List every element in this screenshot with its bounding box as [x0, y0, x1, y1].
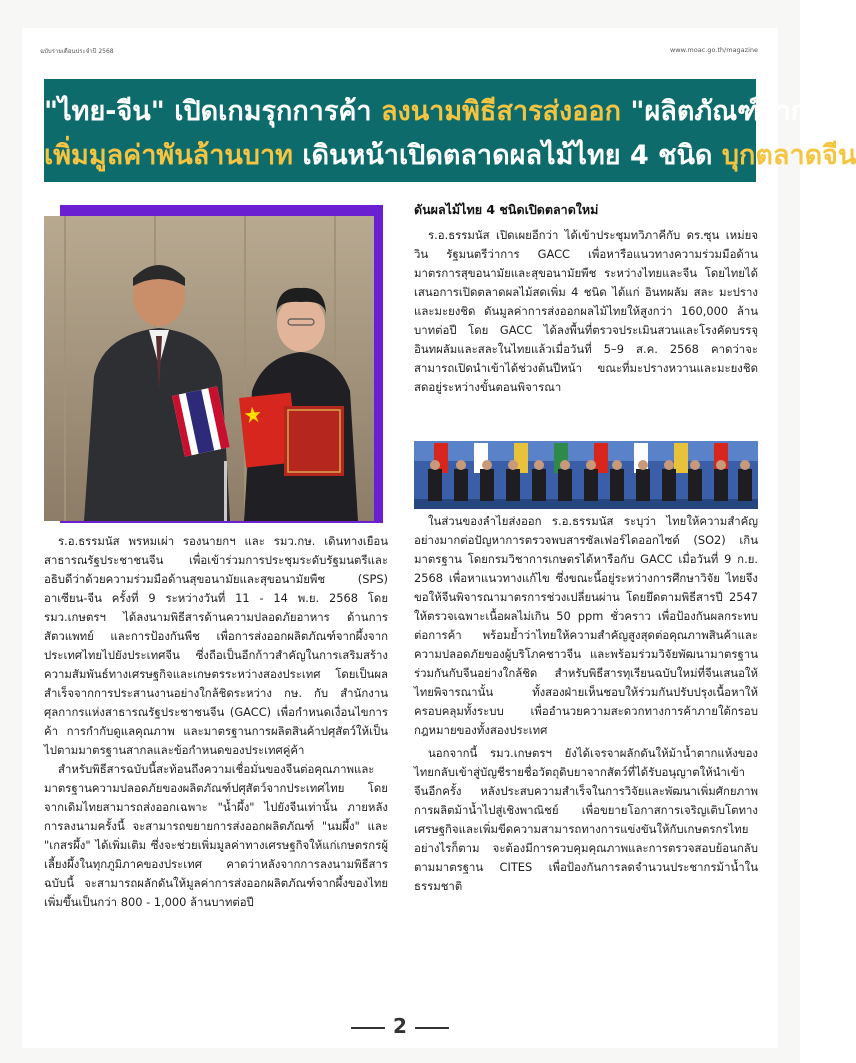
section-title: ดันผลไม้ไทย 4 ชนิดเปิดตลาดใหม่ [414, 202, 599, 217]
headline-part: เดินหน้าเปิดตลาดผลไม้ไทย 4 ชนิด [302, 140, 722, 171]
right-article-column-bottom [414, 512, 758, 896]
group-photo [414, 441, 758, 509]
page-number [0, 1014, 800, 1038]
right-article-column-top [414, 200, 758, 397]
headline-part: ลงนามพิธีสารส่งออก [380, 96, 631, 127]
right-paragraph-1: ร.อ.ธรรมนัส เปิดเผยอีกว่า ได้เข้าประชุมทวิภาคีกับ ดร.ซุน เหม่ยจวิน รัฐมนตรีว่าการ GACC เพื่อหารือแนวทางความร่วมมือด้านมาตรการสุขอนามัยและสุขอนามัยพืช ระหว่างไทยและจีน โดยไทยได้เสนอการเปิดตลาดผลไม้สดเพิ่ม 4 ชนิด ได้แก่ อินทผลัม สละ มะปราง และมะยงชิด ดันมูลค่าการส่งออกผลไม้ไทยให้สูงกว่า 160,000 ล้านบาทต่อปี โดย GACC ได้ลงพื้นที่ตรวจประเมินสวนและโรงคัดบรรจุอินทผลัมและสละในไทยแล้วเมื่อวันที่ 5–9 ส.ค. 2568 คาดว่าจะสามารถเปิดนำเข้าได้ช่วงต้นปีหน้า ขณะที่มะปรางหวานและมะยงชิดสดอยู่ระหว่างขั้นตอนพิจารณา [414, 228, 758, 394]
signing-ceremony-illustration [44, 216, 374, 521]
page-number-dash [351, 1027, 385, 1029]
left-article-column [44, 532, 388, 912]
left-paragraph-1: ร.อ.ธรรมนัส พรหมเผ่า รองนายกฯ และ รมว.กษ. เดินทางเยือนสาธารณรัฐประชาชนจีน เพื่อเข้าร่วมการประชุมระดับรัฐมนตรีและอธิบดีว่าด้วยความร่วมมือด้านสุขอนามัยและสุขอนามัยพืช (SPS) อาเซียน-จีน ครั้งที่ 9 ระหว่างวันที่ 11 - 14 พ.ย. 2568 โดย รมว.เกษตรฯ ได้ลงนามพิธีสารด้านความปลอดภัยอาหาร ด้านการสัตวแพทย์ และการป้องกันพืช เพื่อการส่งออกผลิตภัณฑ์จากผึ้งจากประเทศไทยไปยังประเทศจีน ซึ่งถือเป็นอีกก้าวสำคัญในการเสริมสร้างความสัมพันธ์ทางเศรษฐกิจและเกษตรระหว่างสองประเทศ โดยเป็นผลสำเร็จจากการประสานงานอย่างใกล้ชิดระหว่าง กษ. กับ สำนักงานศุลกากรแห่งสาธารณรัฐประชาชนจีน (GACC) เพื่อกำหนดเงื่อนไขการค้า การกำกับดูแลคุณภาพ และมาตรฐานการผลิตสินค้าปศุสัตว์ให้เป็นไปตามมาตรฐานสากลและข้อกำหนดของประเทศคู่ค้า [44, 534, 388, 757]
website-url[interactable]: www.moac.go.th/magazine [669, 46, 758, 54]
right-paragraph-2: ในส่วนของลำไยส่งออก ร.อ.ธรรมนัส ระบุว่า ไทยให้ความสำคัญอย่างมากต่อปัญหาการตรวจพบสารซัลเฟอร์ไดออกไซด์ (SO2) เกินมาตรฐาน โดยกรมวิชาการเกษตรได้หารือกับ GACC เมื่อวันที่ 9 ก.ย. 2568 เพื่อหาแนวทางแก้ไข ซึ่งขณะนี้อยู่ระหว่างการศึกษาวิจัย ไทยจึงขอให้จีนพิจารณามาตรการช่วงเปลี่ยนผ่าน โดยยึดตามพิธีสารปี 2547 ให้ตรวจเฉพาะเนื้อผลไม่เกิน 50 ppm ชั่วคราว เพื่อป้องกันผลกระทบต่อการค้า พร้อมย้ำว่าไทยให้ความสำคัญสูงสุดต่อคุณภาพสินค้าและความปลอดภัยของผู้บริโภคชาวจีน และพร้อมร่วมวิจัยพัฒนามาตรฐานร่วมกันกับจีนอย่างใกล้ชิด สำหรับพิธีสารทุเรียนฉบับใหม่ที่จีนเสนอให้ไทยพิจารณานั้น ทั้งสองฝ่ายเห็นชอบให้ร่วมกันปรับปรุงเนื้อหาให้ครอบคลุมทั้งระบบ เพื่ออำนวยความสะดวกทางการค้าภายใต้กรอบกฎหมายของทั้งสองประเทศ [414, 514, 758, 737]
headline-part: "ไทย-จีน" เปิดเกมรุกการค้า [44, 96, 381, 127]
headline-part: บุกตลาดจีน [721, 140, 856, 171]
issue-label: ฉบับรายเดือนประจำปี 2568 [40, 48, 114, 55]
right-paragraph-3: นอกจากนี้ รมว.เกษตรฯ ยังได้เจรจาผลักดันให้ม้าน้ำตากแห้งของไทยกลับเข้าสู่บัญชีรายชื่อวัตถุดิบยาจากสัตว์ที่ได้รับอนุญาตให้นำเข้าจีนอีกครั้ง หลังประสบความสำเร็จในการวิจัยและพัฒนาเพิ่มศักยภาพการผลิตม้าน้ำไปสู่เชิงพาณิชย์ เพื่อขยายโอกาสการเจริญเติบโตทางเศรษฐกิจและเพิ่มขีดความสามารถทางการแข่งขันให้กับเกษตรกรไทย อย่างไรก็ตาม จะต้องมีการควบคุมคุณภาพและการตรวจสอบย้อนกลับตามมาตรฐาน CITES เพื่อป้องกันการลดจำนวนประชากรม้าน้ำในธรรมชาติ [414, 746, 758, 893]
page-number-value: 2 [393, 1014, 407, 1038]
headline-line-1 [44, 89, 851, 132]
headline-line-2 [44, 133, 856, 176]
headline-banner [44, 79, 856, 182]
left-paragraph-2: สำหรับพิธีสารฉบับนี้สะท้อนถึงความเชื่อมั่นของจีนต่อคุณภาพและมาตรฐานความปลอดภัยของผลิตภัณฑ์ปศุสัตว์จากประเทศไทย โดยจากเดิมไทยสามารถส่งออกเฉพาะ "น้ำผึ้ง" ไปยังจีนเท่านั้น ภายหลังการลงนามครั้งนี้ จะสามารถขยายการส่งออกผลิตภัณฑ์ "นมผึ้ง" และ "เกสรผึ้ง" ได้เพิ่มเติม ซึ่งจะช่วยเพิ่มมูลค่าทางเศรษฐกิจให้แก่เกษตรกรผู้เลี้ยงผึ้งในทุกภูมิภาคของประเทศ คาดว่าหลังจากการลงนามพิธีสารฉบับนี้ จะสามารถผลักดันให้มูลค่าการส่งออกผลิตภัณฑ์จากผึ้งของไทยเพิ่มขึ้นเป็นกว่า 800 - 1,000 ล้านบาทต่อปี [44, 762, 388, 909]
headline-part: เพิ่มมูลค่าพันล้านบาท [44, 140, 303, 171]
page-number-dash [415, 1027, 449, 1029]
signing-ceremony-photo [44, 216, 374, 521]
headline-part: "ผลิตภัณฑ์จากผึ้ง" [630, 96, 851, 127]
group-photo-illustration [414, 441, 758, 509]
